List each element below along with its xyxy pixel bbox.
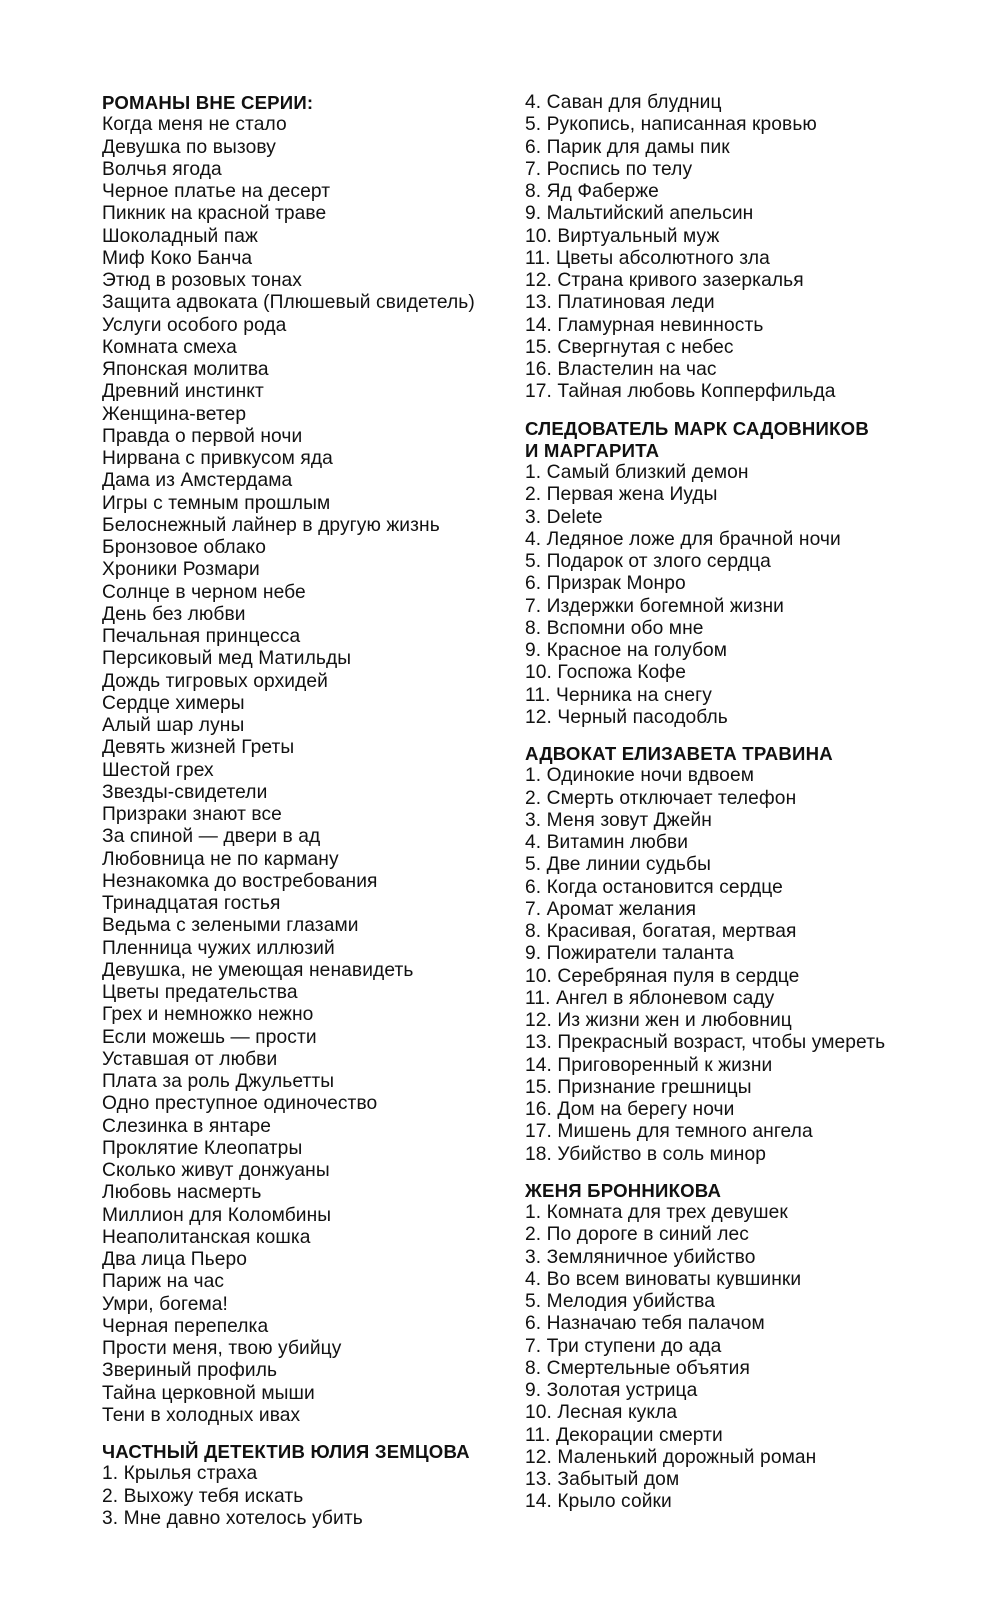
book-title: 5. Две линии судьбы: [525, 854, 712, 876]
book-title: 12. Страна кривого зазеркалья: [525, 270, 804, 291]
book-title: 1. Одинокие ночи вдвоем: [525, 765, 755, 787]
book-title: Грех и немножко нежно: [102, 1004, 314, 1026]
book-title: Миф Коко Банча: [102, 247, 253, 269]
book-title: Алый шар луны: [102, 715, 245, 736]
book-title: 4. Саван для блудниц: [525, 92, 722, 113]
book-title: 17. Мишень для темного ангела: [525, 1121, 813, 1143]
book-title: Любовь насмерть: [102, 1182, 262, 1204]
title-list: [102, 114, 502, 1427]
book-title: 15. Свергнутая с небес: [525, 336, 734, 358]
book-title: Уставшая от любви: [102, 1048, 278, 1070]
book-title: Тринадцатая гостья: [102, 893, 281, 914]
left-column: [102, 92, 502, 1530]
book-title: Если можешь — прости: [102, 1026, 317, 1048]
book-title: 10. Виртуальный муж: [525, 225, 720, 247]
title-list: [525, 92, 965, 404]
book-title: 4. Ледяное ложе для брачной ночи: [525, 528, 841, 550]
book-title: Незнакомка до востребования: [102, 870, 378, 892]
right-column: [525, 92, 965, 1514]
book-title: 9. Золотая устрица: [525, 1380, 698, 1401]
book-title: 5. Рукопись, написанная кровью: [525, 114, 817, 136]
book-title: Черная перепелка: [102, 1315, 269, 1337]
book-title: 3. Земляничное убийство: [525, 1246, 756, 1268]
section-heading: ЧАСТНЫЙ ДЕТЕКТИВ ЮЛИЯ ЗЕМЦОВА: [102, 1441, 470, 1462]
book-title: Звезды-свидетели: [102, 781, 268, 803]
title-list: [102, 1463, 502, 1530]
book-title: Девушка, не умеющая ненавидеть: [102, 959, 414, 981]
book-title: Когда меня не стало: [102, 114, 287, 136]
book-title: Белоснежный лайнер в другую жизнь: [102, 514, 440, 536]
book-title: 18. Убийство в соль минор: [525, 1143, 767, 1165]
book-title: 6. Когда остановится сердце: [525, 876, 783, 898]
title-list: [525, 765, 965, 1166]
book-title: 5. Мелодия убийства: [525, 1291, 716, 1312]
book-title: Нирвана с привкусом яда: [102, 448, 333, 469]
book-title: 4. Во всем виноваты кувшинки: [525, 1268, 802, 1290]
book-title: Умри, богема!: [102, 1293, 228, 1315]
section-sadovnikov: [525, 418, 965, 730]
book-title: Комната смеха: [102, 336, 237, 358]
book-title: Женщина-ветер: [102, 403, 247, 425]
book-title: 11. Ангел в яблоневом саду: [525, 987, 775, 1009]
book-title: 6. Назначаю тебя палачом: [525, 1313, 765, 1335]
book-title: 13. Забытый дом: [525, 1469, 680, 1490]
book-title: Дождь тигровых орхидей: [102, 670, 329, 692]
book-title: 13. Платиновая леди: [525, 292, 715, 314]
book-title: 11. Декорации смерти: [525, 1424, 723, 1446]
book-title: Плата за роль Джульетты: [102, 1071, 335, 1092]
book-title: Бронзовое облако: [102, 537, 266, 558]
book-title: Волчья ягода: [102, 158, 222, 180]
book-title: 1. Комната для трех девушек: [525, 1202, 788, 1223]
book-title: Древний инстинкт: [102, 381, 264, 403]
book-title: Сколько живут донжуаны: [102, 1160, 330, 1181]
section-bronnikova: [525, 1180, 965, 1514]
book-title: 2. Первая жена Иуды: [525, 484, 718, 506]
book-title: Цветы предательства: [102, 982, 298, 1003]
book-title: Сердце химеры: [102, 692, 245, 714]
book-title: 17. Тайная любовь Копперфильда: [525, 381, 836, 403]
book-title: 8. Яд Фаберже: [525, 181, 659, 202]
section-heading-continued: И МАРГАРИТА: [525, 439, 660, 461]
book-title: Неаполитанская кошка: [102, 1226, 311, 1248]
book-title: Солнце в черном небе: [102, 581, 306, 603]
section-standalone-novels: [102, 92, 502, 1427]
book-title: 16. Властелин на час: [525, 359, 717, 380]
book-title: Любовница не по карману: [102, 848, 339, 870]
book-title: Шестой грех: [102, 759, 214, 781]
book-title: Игры с темным прошлым: [102, 492, 331, 514]
section-zemtsova: [102, 1441, 502, 1530]
section-heading: РОМАНЫ ВНЕ СЕРИИ:: [102, 92, 314, 113]
book-title: Девять жизней Греты: [102, 737, 295, 759]
book-title: 7. Роспись по телу: [525, 158, 693, 180]
book-title: Защита адвоката (Плюшевый свидетель): [102, 292, 475, 314]
book-title: Черное платье на десерт: [102, 181, 331, 202]
book-title: 12. Из жизни жен и любовниц: [525, 1010, 792, 1031]
book-title: Ведьма с зелеными глазами: [102, 915, 359, 937]
book-title: 10. Лесная кукла: [525, 1402, 678, 1424]
book-title: 8. Красивая, богатая, мертвая: [525, 921, 797, 942]
book-title: 7. Три ступени до ада: [525, 1335, 722, 1357]
book-title: Хроники Розмари: [102, 559, 260, 581]
book-title: 12. Маленький дорожный роман: [525, 1446, 817, 1468]
book-title: 16. Дом на берегу ночи: [525, 1099, 735, 1120]
book-title: 9. Пожиратели таланта: [525, 943, 734, 965]
book-title: За спиной — двери в ад: [102, 826, 321, 848]
book-title: Призраки знают все: [102, 804, 282, 825]
book-title: 10. Серебряная пуля в сердце: [525, 965, 800, 987]
book-title: 14. Крыло сойки: [525, 1491, 672, 1513]
book-title: 1. Крылья страха: [102, 1463, 258, 1485]
book-title: Тайна церковной мыши: [102, 1382, 315, 1404]
book-title: Японская молитва: [102, 359, 269, 380]
book-title: 3. Delete: [525, 506, 603, 528]
book-title: 9. Красное на голубом: [525, 640, 728, 661]
book-title: 12. Черный пасодобль: [525, 706, 728, 728]
book-title: 5. Подарок от злого сердца: [525, 551, 771, 572]
book-title: Париж на час: [102, 1271, 225, 1293]
book-title: Пленница чужих иллюзий: [102, 937, 335, 959]
book-title: Тени в холодных ивах: [102, 1404, 301, 1426]
title-list: [525, 1202, 965, 1514]
book-title: Прости меня, твою убийцу: [102, 1338, 342, 1359]
book-title: 15. Признание грешницы: [525, 1076, 752, 1098]
book-title: Персиковый мед Матильды: [102, 648, 352, 670]
section-zemtsova-continued: [525, 92, 965, 404]
book-title: 4. Витамин любви: [525, 832, 689, 853]
book-title: Девушка по вызову: [102, 136, 276, 158]
book-title: 1. Самый близкий демон: [525, 462, 749, 483]
section-travina: [525, 743, 965, 1166]
book-title: 14. Приговоренный к жизни: [525, 1054, 773, 1076]
book-title: 2. Выхожу тебя искать: [102, 1485, 304, 1507]
book-title: 7. Издержки богемной жизни: [525, 595, 784, 617]
book-title: Пикник на красной траве: [102, 203, 327, 225]
book-title: 13. Прекрасный возраст, чтобы умереть: [525, 1032, 886, 1054]
book-title: Дама из Амстердама: [102, 470, 293, 492]
section-heading: АДВОКАТ ЕЛИЗАВЕТА ТРАВИНА: [525, 743, 833, 764]
book-title: 6. Призрак Монро: [525, 573, 686, 595]
book-title: 8. Смертельные объятия: [525, 1357, 750, 1379]
book-title: Одно преступное одиночество: [102, 1093, 378, 1115]
book-title: Звериный профиль: [102, 1360, 278, 1382]
book-title: 3. Мне давно хотелось убить: [102, 1507, 363, 1529]
book-title: Услуги особого рода: [102, 314, 287, 336]
book-title: 6. Парик для дамы пик: [525, 136, 730, 158]
book-title: 8. Вспомни обо мне: [525, 617, 704, 639]
book-title: Миллион для Коломбины: [102, 1204, 332, 1226]
book-title: 14. Гламурная невинность: [525, 314, 764, 336]
title-list: [525, 462, 965, 729]
section-heading: СЛЕДОВАТЕЛЬ МАРК САДОВНИКОВ: [525, 417, 869, 439]
book-title: Шоколадный паж: [102, 225, 258, 247]
book-title: Этюд в розовых тонах: [102, 270, 302, 291]
book-title: Слезинка в янтаре: [102, 1115, 272, 1137]
book-title: Два лица Пьеро: [102, 1249, 248, 1270]
section-heading: ЖЕНЯ БРОННИКОВА: [525, 1179, 722, 1201]
book-title: Правда о первой ночи: [102, 425, 303, 447]
book-title: 10. Госпожа Кофе: [525, 662, 686, 684]
book-title: 11. Цветы абсолютного зла: [525, 247, 770, 269]
book-title: День без любви: [102, 603, 246, 625]
book-title: 7. Аромат желания: [525, 898, 697, 920]
book-title: 3. Меня зовут Джейн: [525, 809, 712, 831]
book-title: Проклятие Клеопатры: [102, 1137, 303, 1159]
book-title: 11. Черника на снегу: [525, 684, 712, 706]
book-title: 2. По дороге в синий лес: [525, 1224, 749, 1246]
book-title: 2. Смерть отключает телефон: [525, 787, 797, 809]
book-title: 9. Мальтийский апельсин: [525, 203, 754, 225]
book-title: Печальная принцесса: [102, 626, 301, 647]
